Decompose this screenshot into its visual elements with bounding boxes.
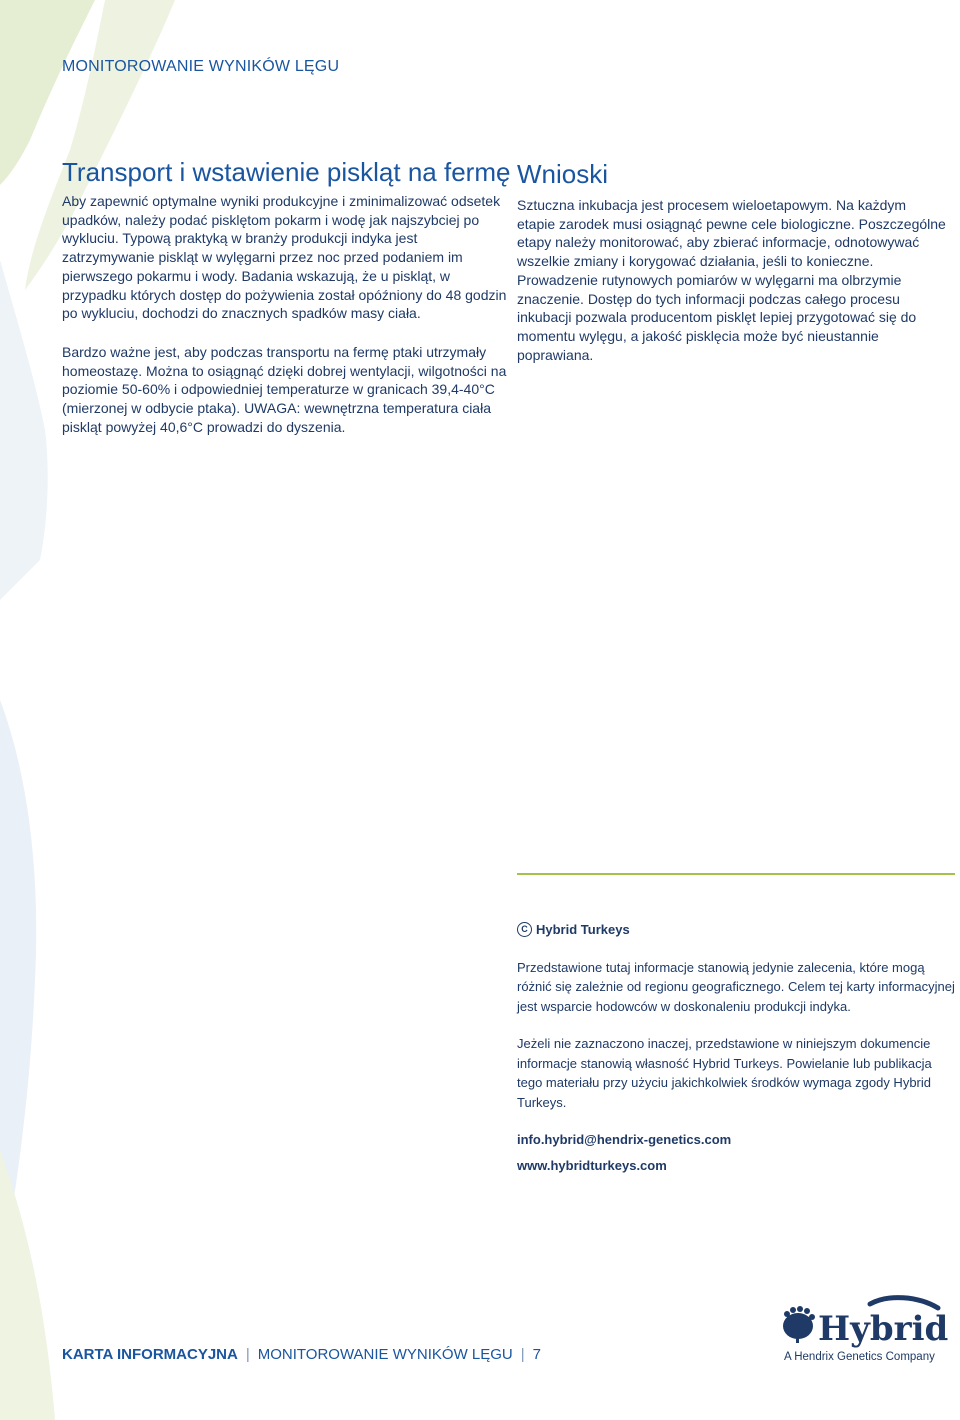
deco-blue-mid-left [0,260,48,600]
conclusions-section [517,158,947,364]
hybrid-logo [778,1290,948,1365]
footer-doc-type: KARTA INFORMACYJNA [62,1346,238,1363]
transport-paragraph-1: Aby zapewnić optymalne wyniki produkcyjne i zminimalizować odsetek upadków, należy podać pisklętom pokarm i wodę jak najszybciej po wykluciu. Typową praktyką w branży produkcji indyka jest zatrzymywanie piskląt w wylęgarni przez noc przed podaniem im pierwszego pokarmu i wody. Badania wskazują, że u piskląt, w przypadku których dostęp do pożywienia został opóźniony do 48 godzin po wykluciu, dochodzi do znacznych spadków masy ciała. [62,193,507,322]
turkey-icon [783,1306,815,1343]
contact-email-link[interactable]: info.hybrid@hendrix-genetics.com [517,1132,732,1147]
page-header: MONITOROWANIE WYNIKÓW LĘGU [62,58,340,75]
transport-paragraph-2: Bardzo ważne jest, aby podczas transportu na fermę ptaki utrzymały homeostazę. Można to osiągnąć dzięki dobrej wentylacji, wilgotności na poziomie 50-60% i odpowiedniej temperaturze w granicach 39,4-40°C (mierzonej w odbycie ptaka). UWAGA: wewnętrzna temperatura ciała piskląt powyżej 40,6°C prowadzi do dyszenia. [62,343,507,435]
copyright-heading [517,920,957,940]
copyright-block [517,920,957,1175]
footer-section: MONITOROWANIE WYNIKÓW LĘGU [257,1346,513,1363]
logo-wordmark: Hybrid [818,1309,948,1349]
website-link[interactable]: www.hybridturkeys.com [517,1157,667,1173]
hybrid-logo-graphic [778,1290,948,1365]
footer-bar [62,1346,541,1363]
copyright-icon: C [517,922,532,937]
transport-title: Transport i wstawienie piskląt na fermę [62,157,511,187]
footer-separator: | [245,1346,250,1363]
deco-green-bottom-left [0,1150,55,1420]
conclusions-title: Wnioski [517,159,609,189]
copyright-paragraph-1: Przedstawione tutaj informacje stanowią jedynie zalecenia, które mogą różnić się zależnie od regionu geograficznego. Celem tej karty informacyjnej jest wsparcie hodowców w doskonaleniu produkcji indyka. [517,959,955,1014]
copyright-paragraph-2: Jeżeli nie zaznaczono inaczej, przedstawione w niniejszym dokumencie informacje stanowią własność Hybrid Turkeys. Powielanie lub publikacja tego materiału przy użyciu jakichkolwiek środków wymaga zgody Hybrid Turkeys. [517,1036,932,1110]
green-divider [517,873,955,875]
copyright-title: Hybrid Turkeys [536,922,630,937]
footer-page-number: 7 [532,1346,541,1363]
conclusions-paragraph: Sztuczna inkubacja jest procesem wieloetapowym. Na każdym etapie zarodek musi osiągnąć pewne cele biologiczne. Poszczególne etapy należy monitorować, aby zbierać informacje, odnotowywać wszelkie zmiany i korygować działania, jeśli to konieczne. Prowadzenie rutynowych pomiarów w wylęgarni ma olbrzymie znaczenie. Dostęp do tych informacji podczas całego procesu inkubacji pozwala producentom pisklęt lepiej przygotować się do momentu wylęgu, a jakość pisklęcia może być nieustannie poprawiana. [517,197,946,363]
footer-separator: | [520,1346,525,1363]
logo-tagline: A Hendrix Genetics Company [784,1351,935,1363]
transport-section [62,158,512,436]
logo-arc [870,1298,938,1308]
